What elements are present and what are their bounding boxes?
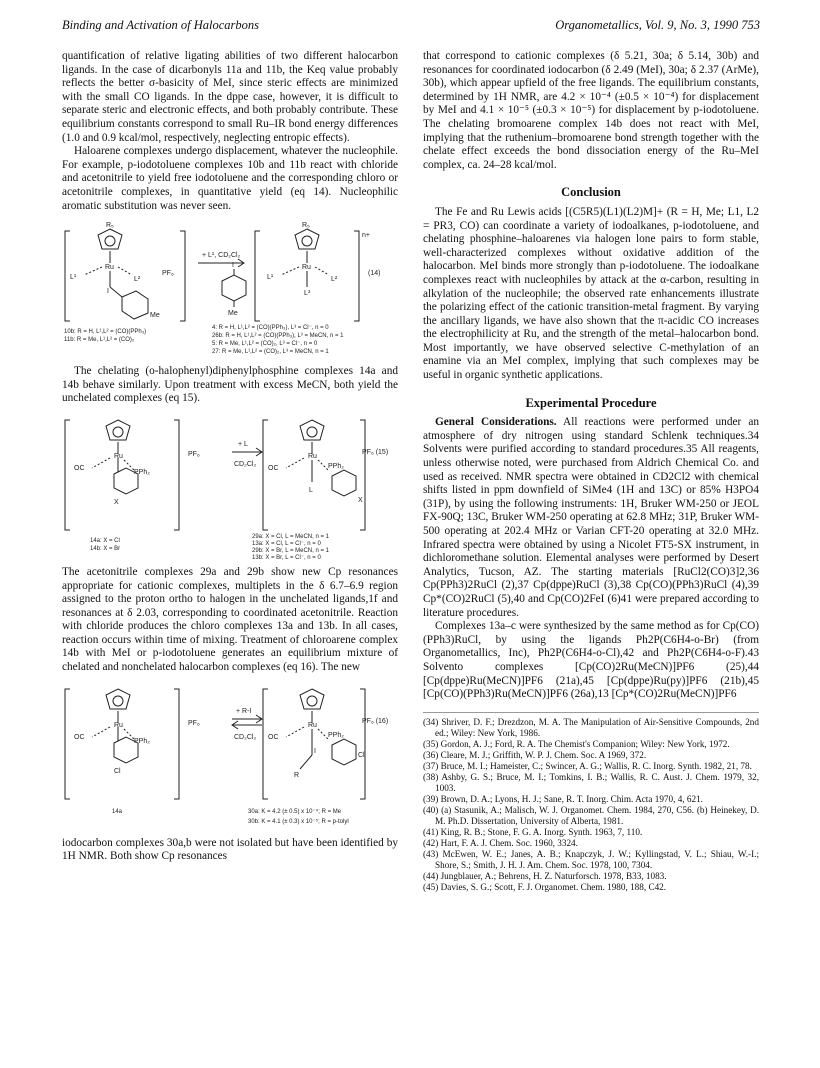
eq14-legend-right: 4: R = H, L¹,L² = (CO)(PPh₃), L³ = Cl⁻, n = 0 <box>212 325 329 332</box>
section-heading-experimental: Experimental Procedure <box>525 395 657 410</box>
eq15-legend-right: 29b: X = Br, L = MeCN, n = 1 <box>252 547 329 554</box>
scheme-eq15 <box>62 412 398 560</box>
reference-item: (42) Hart, F. A. J. Chem. Soc. 1960, 3324. <box>423 837 578 848</box>
paragraph: The chelating (o-halophenyl)diphenylphosphine complexes 14a and 14b behave similarly. Upon treatment with excess MeCN, both yield the unchelated complexes (eq 15). <box>62 365 398 405</box>
svg-text:Ru: Ru <box>105 264 114 272</box>
reference-item: (34) Shriver, D. F.; Drezdzon, M. A. The Manipulation of Air-Sensitive Compounds, 2nd ed.; Wiley: New York, 1986. <box>423 716 759 738</box>
svg-text:Ru: Ru <box>114 452 123 460</box>
svg-text:Me: Me <box>150 312 160 320</box>
running-header <box>62 18 760 38</box>
eq16-legend-right: 30a: K = 4.2 (± 0.5) x 10⁻⁴; R = Me <box>248 808 342 815</box>
eq15-legend-left: 14a: X = Cl <box>90 537 120 544</box>
svg-text:X: X <box>358 496 363 504</box>
eq15-legend-right: 29a: X = Cl, L = MeCN, n = 1 <box>252 533 329 540</box>
svg-text:Cl: Cl <box>358 751 365 759</box>
svg-text:PPh₂: PPh₂ <box>134 468 150 476</box>
eq16-legend-left: 14a <box>112 808 123 815</box>
eq16-solvent: CD₂Cl₂ <box>234 733 257 741</box>
reference-item: (37) Bruce, M. I.; Hameister, C.; Swincer, A. G.; Wallis, R. C. Inorg. Synth. 1982, 21, 78. <box>423 760 752 771</box>
paragraph <box>423 416 759 620</box>
right-column <box>423 50 759 893</box>
eq15-legend-right: 13a: X = Cl, L = Cl⁻, n = 0 <box>252 540 321 547</box>
reference-item: (41) King, R. B.; Stone, F. G. A. Inorg. Synth. 1963, 7, 110. <box>423 826 643 837</box>
scheme-eq14 <box>62 219 398 359</box>
eq14-legend-right: 26b: R = H, L¹,L² = (CO)(PPh₃), L³ = MeCN, n = 1 <box>212 333 344 340</box>
svg-text:L: L <box>309 486 313 494</box>
paragraph-lead: General Considerations. <box>435 416 557 429</box>
svg-text:Ru: Ru <box>308 721 317 729</box>
eq14-legend-right: 27: R = Me, L¹,L² = (CO)₂, L³ = MeCN, n = 1 <box>212 349 329 356</box>
eq16-legend-right: 30b: K = 4.1 (± 0.3) x 10⁻⁵; R = p-tolyl <box>248 818 349 825</box>
reference-item: (39) Brown, D. A.; Lyons, H. J.; Sane, R. T. Inorg. Chim. Acta 1970, 4, 621. <box>423 793 703 804</box>
eq15-legend-left: 14b: X = Br <box>90 545 121 552</box>
svg-text:PPh₂: PPh₂ <box>328 462 344 470</box>
eq14-counterion: PF₆ <box>162 270 174 278</box>
svg-text:R: R <box>294 771 300 779</box>
paragraph: that correspond to cationic complexes (δ 5.21, 30a; δ 5.14, 30b) and resonances for coordinated iodocarbon (δ 2.49 (MeI), 30a; δ 2.37 (ArMe), 30b), which appear upfield of the free ligands. The equilibrium constants, determined by 1H NMR, are 4.2 × 10⁻⁴ (±0.5 × 10⁻⁴) for displacement by MeI and 4.1 × 10⁻⁵ (±0.3 × 10⁻⁵) for displacement by p-iodotoluene. The chelating bromoarene complex 14b does not react with MeI, implying that the ruthenium–bromoarene bond strength together with the chelate effect exceeds the bond dissociation energy of the Ru–MeI complex, ca. 24–28 kcal/mol. <box>423 50 759 171</box>
scheme-eq16-drawing <box>62 681 398 831</box>
running-title: Binding and Activation of Halocarbons <box>62 18 259 32</box>
svg-text:L¹: L¹ <box>70 274 77 282</box>
eq15-counterion: PF₆ <box>188 450 200 458</box>
svg-text:L²: L² <box>331 276 338 284</box>
scheme-eq15-drawing <box>62 412 398 560</box>
reference-item: (36) Cleare, M. J.; Griffith, W. P. J. Chem. Soc. A 1969, 372. <box>423 749 647 760</box>
svg-text:Ru: Ru <box>302 264 311 272</box>
svg-text:I: I <box>107 288 109 296</box>
eq15-reagent: + L <box>238 440 248 448</box>
reference-item: (45) Davies, S. G.; Scott, F. J. Organomet. Chem. 1980, 188, C42. <box>423 881 667 892</box>
svg-text:I: I <box>314 747 316 755</box>
eq14-legend-left: 10b: R = H, L¹,L² = (CO)(PPh₃) <box>64 329 147 336</box>
reference-item: (40) (a) Stasunik, A.; Malisch, W. J. Organomet. Chem. 1984, 270, C56. (b) Heinekey, D. M. Ph.D. Dissertation, University of Alberta, 1981. <box>423 804 759 826</box>
svg-text:OC: OC <box>74 733 85 741</box>
svg-text:L¹: L¹ <box>267 274 274 282</box>
left-column <box>62 50 398 864</box>
scheme-eq16 <box>62 681 398 831</box>
svg-text:OC: OC <box>268 464 279 472</box>
svg-text:R₅: R₅ <box>106 222 114 230</box>
svg-text:Ru: Ru <box>308 452 317 460</box>
eq14-legend-right: 5: R = Me, L¹,L² = (CO)₂, L³ = Cl⁻, n = 0 <box>212 341 318 348</box>
eq14-charge: n+ <box>362 232 370 240</box>
eq16-number: PF₆ (16) <box>362 717 389 725</box>
paragraph: The Fe and Ru Lewis acids [(C5R5)(L1)(L2)M]+ (R = H, Me; L1, L2 = PR3, CO) can coordinate a variety of iodoalkanes, p-iodotoluene, and chelating phosphine–haloarenes via halogen lone pairs to form stable, well-characterized complexes without oxidative addition of the halocarbon. MeI binds more strongly than p-iodotoluene. The iodoalkane complexes react with nucleophiles by attack at the α-carbon, resulting in alkylation of the nucleophile; the observed rate enhancements illustrate the polarizing effect of the cationic transition-metal fragment. By varying the ancillary ligands, we have also shown that the π-acidic CO increases the electrophilicity at Ru, and the strength of the metal–halocarbon bond. Most importantly, we have observed selective C-methylation of an enamine via an MeI complex, implying that such complexes may be useful in organic synthetic applications. <box>423 205 759 382</box>
eq14-reagent: + L¹, CD₂Cl₂ <box>202 252 241 260</box>
reference-item: (35) Gordon, A. J.; Ford, R. A. The Chemist's Companion; Wiley: New York, 1972. <box>423 738 730 749</box>
eq14-legend-left: 11b: R = Me, L¹,L² = (CO)₂ <box>64 337 135 344</box>
eq14-number: (14) <box>368 270 381 278</box>
eq16-counterion: PF₆ <box>188 719 200 727</box>
svg-text:PPh₂: PPh₂ <box>328 731 344 739</box>
section-heading-conclusion: Conclusion <box>561 185 621 200</box>
svg-text:OC: OC <box>268 733 279 741</box>
paragraph: quantification of relative ligating abilities of two different halocarbon ligands. In the case of dicarbonyls 11a and 11b, the Keq value probably reflects the better σ-basicity of MeI, since steric effects are minimized with the small CO ligands. In the dppe case, however, it is difficult to separate steric and electronic effects, and both probably contribute. These equilibrium constants correspond to small Ru–IR bond energy differences (1.0 and 0.9 kcal/mol, respectively, neglecting entropic effects). <box>62 50 398 144</box>
svg-text:L²: L² <box>134 276 141 284</box>
paragraph-body: All reactions were performed under an atmosphere of dry nitrogen using standard Schlenk techniques.34 Solvents were purified according to standard procedures.35 All reagents, unless otherwise noted, were purchased from Aldrich Chemical Co. and used as received. NMR spectra were obtained in CD2Cl2 with chemical shifts listed in ppm downfield of SiMe4 (1H and 13C) or 85% H3PO4 (31P), by using the following instruments: 1H, Bruker WM-250 or JEOL FX-90Q; 13C, Bruker WM-250 operating at 62.8 MHz; 31P, Bruker WM-500 operating at 202.4 MHz or Varian CFT-20 operating at 32.0 MHz. Infrared spectra were obtained by using a Nicolet FT5-SX instrument, in dichloromethane solution. Elemental analyses were performed by Desert Analytics, Tucson, AZ. The starting materials [RuCl2(CO)3]2,36 Cp(PPh3)2RuCl (2),37 Cp(dppe)RuCl (3),38 Cp(CO)(PPh3)RuCl (4),39 Cp*(CO)2RuCl (5),40 and Cp(CO)2FeI (6)41 were prepared according to literature procedures. <box>423 416 759 619</box>
svg-text:I: I <box>232 262 234 270</box>
svg-text:Cl: Cl <box>114 767 121 775</box>
svg-text:Ru: Ru <box>114 721 123 729</box>
paragraph: Haloarene complexes undergo displacement, whatever the nucleophile. For example, p-iodotoluene complexes 10b and 11b react with chloride and acetonitrile to yield free iodotoluene and the corresponding chloro or acetonitrile complexes, in quantitative yield (eq 14). Nucleophilic aromatic substitution was never seen. <box>62 145 398 212</box>
svg-text:Me: Me <box>228 310 238 318</box>
paragraph: The acetonitrile complexes 29a and 29b show new Cp resonances appropriate for cationic complexes, multiplets in the δ 6.7–6.9 region assigned to the proton ortho to halogen in the unchelated ligands,1f and resonances at δ 2.03, corresponding to coordinated acetonitrile. Reaction with chloride produces the chloro complexes 13a and 13b. In all cases, reaction occurs within time of mixing. Treatment of chloroarene complex 14b with MeI or p-iodotoluene generates an equilibrium mixture of chelated and nonchelated halocarbon complexes (eq 16). The new <box>62 565 398 674</box>
scheme-eq14-drawing <box>62 219 398 359</box>
eq16-reagent: + R-I <box>236 707 252 715</box>
reference-item: (43) McEwen, W. E.; Janes, A. B.; Knapczyk, J. W.; Kyllingstad, V. L.; Shiau, W.-I.; Shore, S.; Smith, J. H. J. Am. Chem. Soc. 1978, 100, 7304. <box>423 848 759 870</box>
svg-text:X: X <box>114 498 119 506</box>
reference-item: (38) Ashby, G. S.; Bruce, M. I.; Tomkins, I. B.; Wallis, R. C. Aust. J. Chem. 1979, 32, 1003. <box>423 771 759 793</box>
svg-text:R₅: R₅ <box>302 222 310 230</box>
svg-text:PPh₂: PPh₂ <box>134 737 150 745</box>
eq15-number: PF₆ (15) <box>362 448 389 456</box>
paragraph: iodocarbon complexes 30a,b were not isolated but have been identified by 1H NMR. Both show Cp resonances <box>62 836 398 863</box>
eq15-legend-right: 13b: X = Br, L = Cl⁻, n = 0 <box>252 554 321 560</box>
svg-text:OC: OC <box>74 464 85 472</box>
journal-citation: Organometallics, Vol. 9, No. 3, 1990 753 <box>555 18 760 32</box>
svg-text:L³: L³ <box>304 290 311 298</box>
paragraph: Complexes 13a–c were synthesized by the same method as for Cp(CO)(PPh3)RuCl, by using the ligands Ph2P(C6H4-o-Br) (from Organometallics, Inc), Ph2P(C6H4-o-Cl),42 and Ph2P(C6H4-o-F).43 Solvento complexes [Cp(CO)2Ru(MeCN)]PF6 (25),44 [Cp(dppe)Ru(MeCN)]PF6 (21a),45 [Cp(dppe)Ru(py)]PF6 (21b),45 [Cp(CO)(PPh3)Ru(MeCN)]PF6 (26a),13 [Cp*(CO)2Ru(MeCN)]PF6 <box>423 620 759 701</box>
eq15-solvent: CD₂Cl₂ <box>234 460 257 468</box>
references <box>423 712 759 893</box>
reference-item: (44) Jungblauer, A.; Behrens, H. Z. Naturforsch. 1978, B33, 1083. <box>423 870 667 881</box>
